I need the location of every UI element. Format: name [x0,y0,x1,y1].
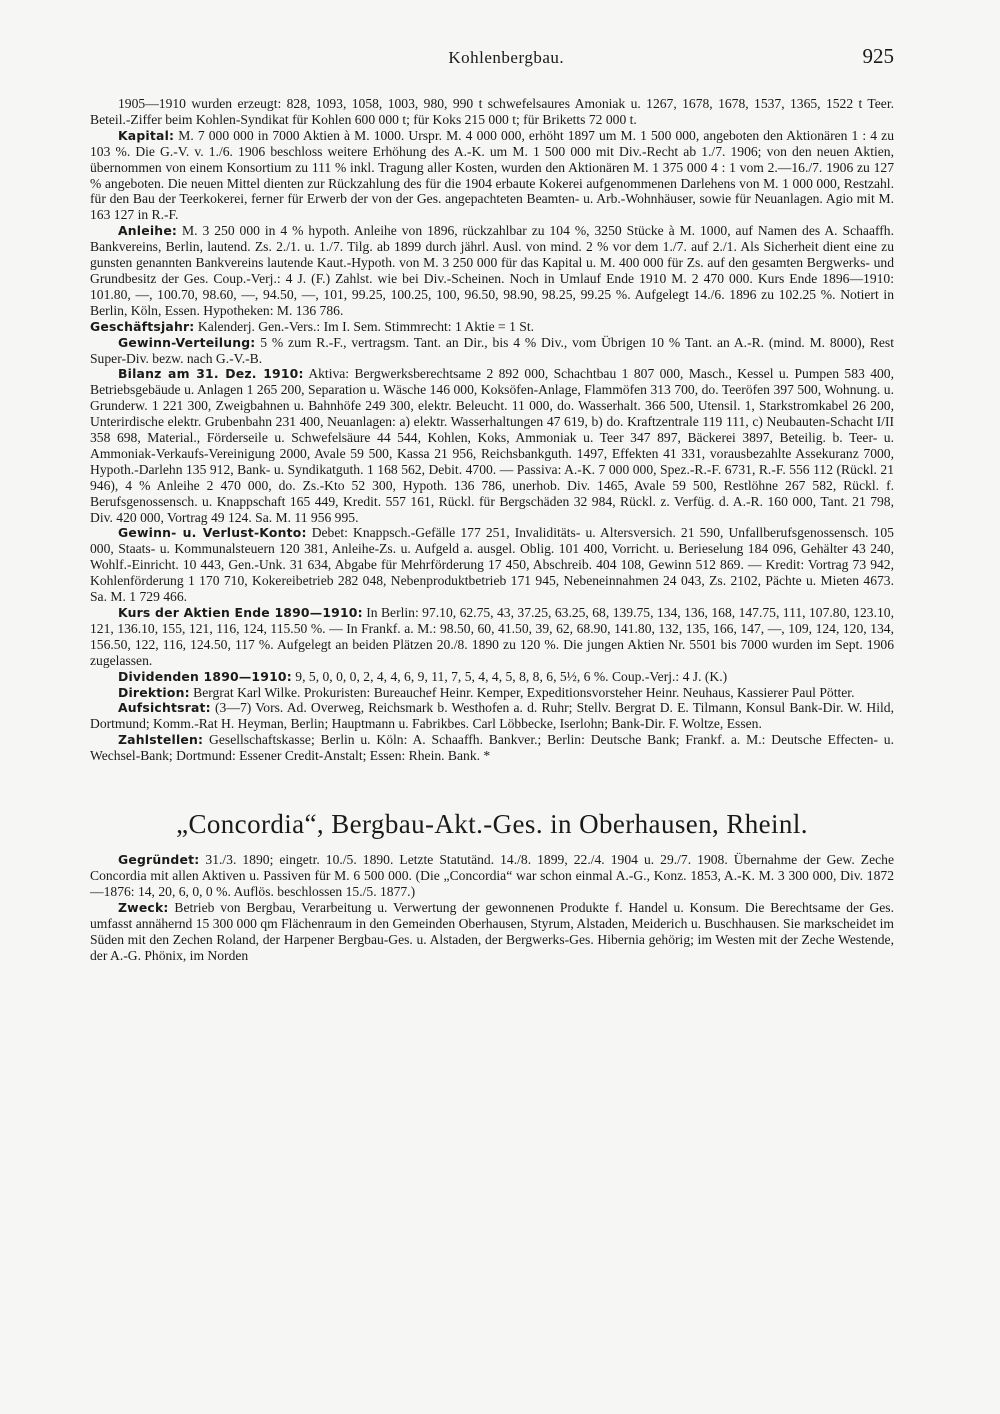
profit-loss-paragraph [90,525,894,605]
section-label: Kapital: [118,127,175,143]
paragraph-text: 1905—1910 wurden erzeugt: 828, 1093, 1058, 1003, 980, 990 t schwefelsaures Amoniak u. 1267, 1678, 1678, 1537, 1365, 1522 t Teer. Beteil.-Ziffer beim Kohlen-Syndikat für Kohlen 600 000 t; für Koks 215 000 t; für Briketts 72 000 t. [90,96,894,127]
paragraph-text: (3—7) Vors. Ad. Overweg, Reichsmark b. Westhofen a. d. Ruhr; Stellv. Bergrat D. E. Tilmann, Konsul Bank-Dir. W. Hild, Dortmund; Komm.-Rat H. Heyman, Berlin; Hauptmann u. Fabrikbes. Carl Löbbecke, Iserlohn; Bank-Dir. F. Woltze, Essen. [90,700,894,732]
paragraph-text: Debet: Knappsch.-Gefälle 177 251, Invaliditäts- u. Altersversich. 21 590, Unfallberufsgenossensch. 105 000, Staats- u. Kommunalsteuern 120 381, Anleihe-Zs. u. Aufgeld a. ausgel. Oblig. 101 400, Vorricht. u. Berieselung 184 096, Gehälter 43 240, Wohlf.-Einricht. 10 443, Gen.-Unk. 31 634, Abgabe für Mehrförderung 17 450, Abschreib. 404 108, Gewinn 512 869. — Kredit: Vortrag 73 942, Kohlenförderung 1 170 710, Kokereibetrieb 282 048, Nebenproduktbetrieb 171 945, Nebeneinnahmen 24 043, Zs. 2102, Pächte u. Mieten 4673. Sa. M. 1 729 466. [90,525,894,605]
balance-sheet-paragraph [90,366,894,525]
section-label: Anleihe: [118,223,178,239]
article-body [90,96,894,963]
paragraph-text: M. 7 000 000 in 7000 Aktien à M. 1000. Urspr. M. 4 000 000, erhöht 1897 um M. 1 500 000, angeboten den Aktionären 1 : 4 zu 103 %. Die G.-V. v. 1./6. 1906 beschloss weitere Erhöhung des A.-K. um M. 1 500 000 mit Div.-Recht ab 1./7. 1906; von den neuen Aktien, übernommen von einem Konsortium zu 111 % inkl. Tragung aller Kosten, wurden den Aktionären M. 1 375 000 4 : 1 vom 2.—16./7. 1906 zu 127 % angeboten. Die neuen Mittel dienten zur Rückzahlung des für die 1904 erbaute Kokerei aufgenommenen Darlehens von M. 1 000 000, Restzahl. für den Bau der Teerkokerei, ferner für Erwerb der von der Ges. angepachteten Beamten- u. Arb.-Wohnhäuser, sowie für Neuanlagen. Agio mit M. 163 127 in R.-F. [90,127,894,223]
section-label: Geschäftsjahr: [90,318,195,334]
paragraph-text: In Berlin: 97.10, 62.75, 43, 37.25, 63.25, 68, 139.75, 134, 136, 168, 147.75, 111, 107.80, 123.10, 121, 136.10, 155, 121, 116, 124, 115.50 %. — In Frankf. a. M.: 98.50, 60, 41.50, 39, 62, 68.90, 141.80, 132, 135, 166, 147, —, 109, 124, 120, 134, 156.50, 122, 116, 124.50, 117 %. Aufgelegt an beiden Plätzen 20./8. 1890 zu 120 %. Die jungen Aktien Nr. 5501 bis 7000 wurden im Sept. 1906 zugelassen. [90,605,894,668]
running-head [90,44,894,80]
paragraph-text: Gesellschaftskasse; Berlin u. Köln: A. Schaaffh. Bankver.; Berlin: Deutsche Bank; Frankf. a. M.: Deutsche Effecten- u. Wechsel-Bank; Dortmund: Essener Credit-Anstalt; Essen: Rhein. Bank. * [90,732,895,764]
paragraph-text: Kalenderj. Gen.-Vers.: Im I. Sem. Stimmrecht: 1 Aktie = 1 St. [197,318,535,334]
paragraph-text: M. 3 250 000 in 4 % hypoth. Anleihe von 1896, rückzahlbar zu 104 %, 3250 Stücke à M. 1000, auf Namen des A. Schaaffh. Bankvereins, Berlin, lautend. Zs. 2./1. u. 1./7. Tilg. ab 1899 durch jährl. Ausl. von mind. 2 % vor dem 1./7. auf 2./1. Als Sicherheit dient eine zu gunsten genannten Bankvereins lautende Kaut.-Hypoth. von M. 3 250 000 für das Kapital u. M. 400 000 für Zs. auf den gesamten Bergwerks- und Grundbesitz der Ges. Coup.-Verj.: 4 J. (F.) Zahlst. wie bei Div.-Scheinen. Noch in Umlauf Ende 1910 M. 2 470 000. Kurs Ende 1896—1910: 101.80, —, 100.70, 98.60, —, 94.50, —, 101, 99.25, 100.25, 100, 96.50, 98.90, 98.25, 99.25 %. Aufgelegt 14./6. 1896 zu 102.25 %. Notiert in Berlin, Köln, Essen. Hypotheken: M. 136 786. [90,223,894,318]
paragraph-text: Bergrat Karl Wilke. Prokuristen: Bureauchef Heinr. Kemper, Expeditionsvorsteher Heinr. Neuhaus, Kassierer Paul Pötter. [193,684,855,700]
paragraph-text: Betrieb von Bergbau, Verarbeitung u. Verwertung der gewonnenen Produkte f. Handel u. Konsum. Die Berechtsame der Ges. umfasst annähernd 15 300 000 qm Flächenraum in den Gemeinden Oberhausen, Styrum, Alstaden, Meiderich u. Buschhausen. Sie markscheidet im Süden mit den Zechen Roland, der Harpener Bergbau-Ges. u. Alstaden, der Bergwerks-Ges. Hibernia gehörig; im Westen mit der Zeche Westende, der A.-G. Phönix, im Norden [90,899,894,963]
supervisory-board-paragraph [90,700,894,732]
section-label: Gewinn- u. Verlust-Konto: [118,525,307,541]
management-paragraph [90,685,894,701]
dividends-paragraph [90,669,894,685]
capital-paragraph [90,128,894,223]
section-label: Direktion: [118,684,190,700]
running-title: Kohlenbergbau. [448,48,565,67]
purpose-paragraph [90,900,894,964]
section-label: Kurs der Aktien Ende 1890—1910: [118,605,363,620]
share-price-paragraph [90,605,894,669]
section-label: Bilanz am 31. Dez. 1910: [118,366,304,382]
section-label: Gewinn-Verteilung: [118,334,256,350]
section-label: Zweck: [118,899,169,915]
section-label: Gegründet: [118,852,200,868]
intro-paragraph [90,96,894,128]
paragraph-text: 31./3. 1890; eingetr. 10./5. 1890. Letzte Statutänd. 14./8. 1899, 22./4. 1904 u. 29./7. 1908. Übernahme der Gew. Zeche Concordia mit allen Aktiven u. Passiven für M. 6 500 000. (Die „Concordia“ war schon einmal A.-G., Konz. 1853, A.-K. M. 3 300 000, Div. 1872—1876: 14, 20, 6, 0, 0 %. Auflös. beschlossen 15./5. 1877.) [90,852,894,899]
paying-agents-paragraph [90,732,894,764]
bond-paragraph [90,223,894,318]
paragraph-text: 5 % zum R.-F., vertragsm. Tant. an Dir., bis 4 % Div., vom Übrigen 10 % Tant. an A.-R. (mind. M. 8000), Rest Super-Div. bezw. nach G.-V.-B. [90,334,894,366]
paragraph-text: 9, 5, 0, 0, 0, 2, 4, 4, 6, 9, 11, 7, 5, 4, 4, 5, 8, 8, 6, 5½, 6 %. Coup.-Verj.: 4 J. (K.) [295,668,728,684]
profit-distribution-paragraph [90,335,894,367]
page-number: 925 [862,44,894,68]
fiscal-year-paragraph [90,319,894,335]
paragraph-text: Aktiva: Bergwerksberechtsame 2 892 000, Schachtbau 1 807 000, Masch., Kessel u. Pumpen 583 400, Betriebsgebäude u. Anlagen 1 265 200, Separation u. Wäsche 146 000, Koksöfen-Anlage, Flammöfen 313 700, do. Teeröfen 397 500, Wohnung. u. Grunderw. 1 221 300, Zweigbahnen u. Bahnhöfe 249 300, elektr. Beleucht. 11 000, do. Wasserhalt. 366 500, Utensil. 1, Starkstromkabel 26 200, Unterirdische elektr. Grubenbahn 231 400, Neuanlagen: a) elektr. Wasserhaltungen 47 619, b) do. Kraftzentrale 119 111, c) Neubauten-Schacht I/II 358 698, Material., Förderseile u. Schwefelsäure 44 544, Kohlen, Koks, Ammoniak u. Teer 347 897, Bäckerei 3897, Beteilig. b. Teer- u. Ammoniak-Verkaufs-Vereinigung 2000, Avale 59 500, Kassa 21 956, Reichsbankguth. 1497, Effekten 41 331, vorausbezahlte Assekuranz 7000, Hypoth.-Darlehn 135 912, Bank- u. Syndikatguth. 1 168 562, Debit. 4700. — Passiva: A.-K. 7 000 000, Spez.-R.-F. 6731, R.-F. 556 112 (Rückl. 21 946), 4 % Anleihe 2 470 000, do. Zs.-Kto 52 300, Hypoth. 136 786, unerhob. Div. 1465, Avale 59 500, Restlöhne 267 582, Rückl. f. Berufsgenossensch. u. Knappschaft 165 449, Kredit. 557 161, Rückl. für Bergschäden 32 984, Rückl. z. Verfüg. d. A.-R. 160 000, Tant. 21 798, Div. 420 000, Vortrag 49 124. Sa. M. 11 956 995. [90,366,895,525]
section-label: Dividenden 1890—1910: [118,668,292,684]
section-label: Aufsichtsrat: [118,700,211,716]
founded-paragraph [90,852,894,900]
company-heading: „Concordia“, Bergbau-Akt.-Ges. in Oberhausen, Rheinl. [176,809,808,840]
section-label: Zahlstellen: [118,732,204,748]
